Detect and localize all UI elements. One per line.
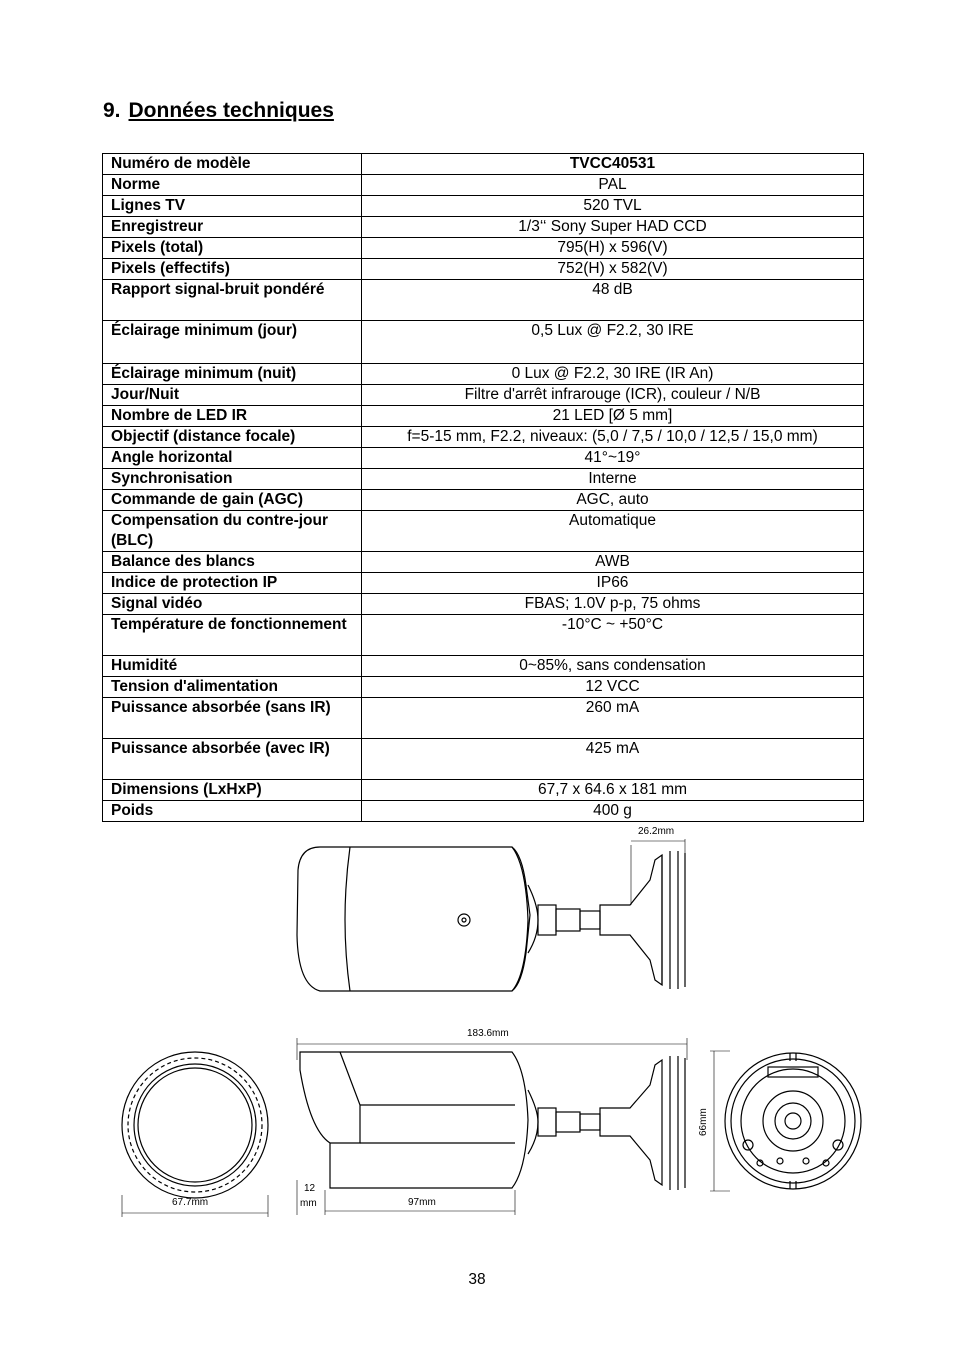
page-number: 38 [468,1271,486,1288]
spec-label: Puissance absorbée (avec IR) [103,739,362,780]
spec-value: 1/3‘‘ Sony Super HAD CCD [362,217,864,238]
spec-value: Interne [362,469,864,490]
section-heading [103,99,334,123]
spec-label: Poids [103,801,362,822]
spec-label: Dimensions (LxHxP) [103,780,362,801]
table-row [103,364,864,385]
section-title: Données techniques [128,99,334,122]
spec-value: 425 mA [362,739,864,780]
spec-label: Pixels (total) [103,238,362,259]
spec-label: Rapport signal-bruit pondéré [103,280,362,321]
table-row [103,698,864,739]
spec-value: f=5-15 mm, F2.2, niveaux: (5,0 / 7,5 / 10,0 / 12,5 / 15,0 mm) [362,427,864,448]
table-row [103,280,864,321]
table-row [103,427,864,448]
spec-label: Nombre de LED IR [103,406,362,427]
table-row [103,259,864,280]
table-row [103,656,864,677]
table-row [103,406,864,427]
dim-front-width: 67.7mm [172,1197,209,1208]
spec-value: 0 Lux @ F2.2, 30 IRE (IR An) [362,364,864,385]
table-row [103,217,864,238]
spec-value: 795(H) x 596(V) [362,238,864,259]
dim-mount-depth: 26.2mm [638,826,675,837]
dim-visor-unit: mm [300,1198,317,1209]
spec-label: Indice de protection IP [103,573,362,594]
spec-label: Éclairage minimum (nuit) [103,364,362,385]
spec-label: Température de fonctionnement [103,615,362,656]
spec-label: Enregistreur [103,217,362,238]
spec-value: -10°C ~ +50°C [362,615,864,656]
table-row [103,385,864,406]
spec-value: 48 dB [362,280,864,321]
table-row [103,238,864,259]
camera-front-view-drawing [115,1045,275,1220]
camera-side-view-drawing [290,1030,705,1220]
spec-value: IP66 [362,573,864,594]
spec-label: Lignes TV [103,196,362,217]
table-row [103,552,864,573]
spec-value: PAL [362,175,864,196]
spec-value: Automatique [362,511,864,552]
table-row [103,448,864,469]
table-row [103,196,864,217]
dim-body: 97mm [408,1197,436,1208]
spec-label: Norme [103,175,362,196]
spec-label: Signal vidéo [103,594,362,615]
spec-value: 400 g [362,801,864,822]
table-row [103,780,864,801]
spec-label: Balance des blancs [103,552,362,573]
dim-length: 183.6mm [467,1028,509,1039]
spec-label: Angle horizontal [103,448,362,469]
spec-value: 67,7 x 64.6 x 181 mm [362,780,864,801]
spec-label: Compensation du contre-jour (BLC) [103,511,362,552]
spec-label: Humidité [103,656,362,677]
table-row [103,175,864,196]
spec-value: 12 VCC [362,677,864,698]
spec-value: 520 TVL [362,196,864,217]
dim-visor-number: 12 [304,1183,316,1194]
spec-value: AWB [362,552,864,573]
table-row [103,469,864,490]
spec-label: Puissance absorbée (sans IR) [103,698,362,739]
section-number: 9. [103,99,121,122]
spec-value: Filtre d'arrêt infrarouge (ICR), couleur / N/B [362,385,864,406]
spec-label: Éclairage minimum (jour) [103,321,362,364]
spec-value: AGC, auto [362,490,864,511]
spec-label: Synchronisation [103,469,362,490]
spec-value: FBAS; 1.0V p-p, 75 ohms [362,594,864,615]
table-row [103,677,864,698]
spec-value: 260 mA [362,698,864,739]
table-row [103,490,864,511]
spec-label: Objectif (distance focale) [103,427,362,448]
specs-table [102,153,864,822]
table-row [103,511,864,552]
table-row [103,594,864,615]
spec-value: 0,5 Lux @ F2.2, 30 IRE [362,321,864,364]
spec-label: Commande de gain (AGC) [103,490,362,511]
table-row [103,801,864,822]
camera-rear-view-drawing [700,1045,870,1195]
spec-value: TVCC40531 [362,154,864,175]
camera-top-view-drawing [290,825,700,1000]
spec-label: Tension d'alimentation [103,677,362,698]
spec-label: Jour/Nuit [103,385,362,406]
table-row [103,615,864,656]
spec-value: 41°~19° [362,448,864,469]
table-row [103,573,864,594]
spec-label: Pixels (effectifs) [103,259,362,280]
spec-label: Numéro de modèle [103,154,362,175]
table-row [103,154,864,175]
spec-value: 0~85%, sans condensation [362,656,864,677]
spec-value: 752(H) x 582(V) [362,259,864,280]
table-row [103,321,864,364]
dim-height: 66mm [698,1108,709,1136]
table-row [103,739,864,780]
spec-value: 21 LED [Ø 5 mm] [362,406,864,427]
